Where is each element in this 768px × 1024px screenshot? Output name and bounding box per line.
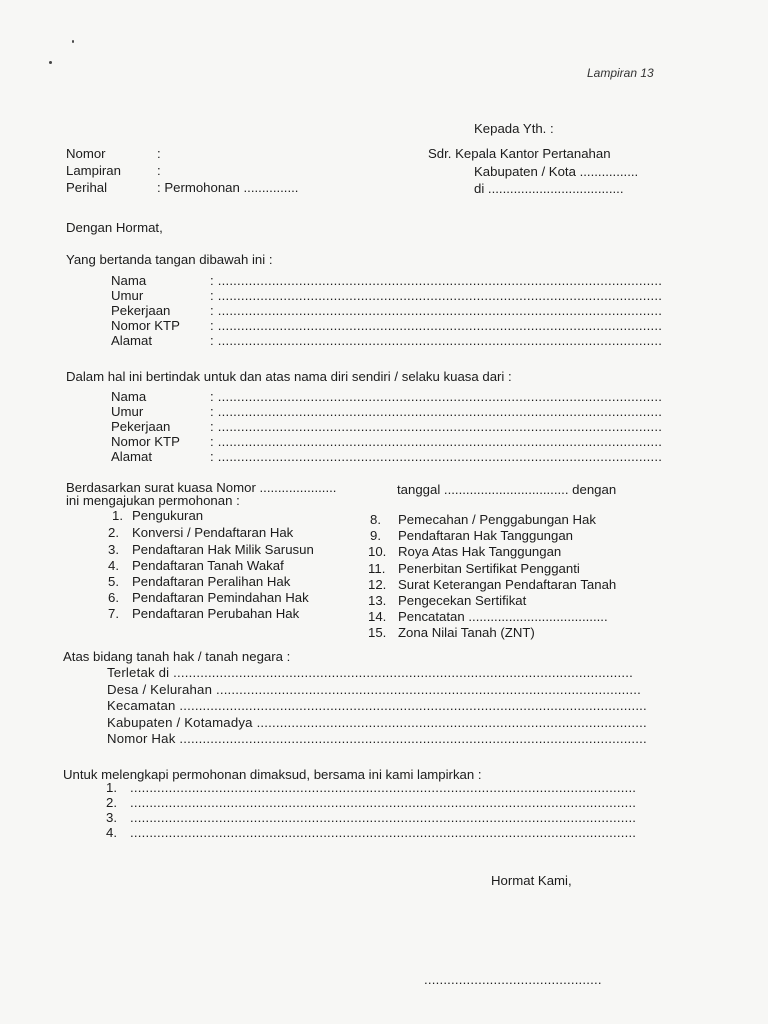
closing: Hormat Kami, xyxy=(491,873,572,888)
service-label: Zona Nilai Tanah (ZNT) xyxy=(398,625,535,640)
power-of-attorney-line-1b: tanggal .................................. dengan xyxy=(397,482,617,497)
land-field: Desa / Kelurahan .............................................................................................................. xyxy=(107,682,641,697)
attachment-item-number: 4. xyxy=(106,825,117,840)
attachment-item-dots: ................................................................................................................................... xyxy=(130,810,637,825)
service-number: 2. xyxy=(108,525,119,540)
service-number: 15. xyxy=(368,625,387,640)
header-field-value: : xyxy=(157,146,161,161)
person-field-label: Pekerjaan xyxy=(111,303,171,318)
person-field-dots: : ................................................................................................................... xyxy=(210,288,663,303)
signer-intro: Yang bertanda tangan dibawah ini : xyxy=(66,252,273,267)
land-field: Terletak di ....................................................................................................................... xyxy=(107,665,633,680)
service-label: Pencatatan ...................................... xyxy=(398,609,608,624)
scan-speck xyxy=(72,40,74,43)
service-number: 6. xyxy=(108,590,119,605)
person-field-dots: : ................................................................................................................... xyxy=(210,273,663,288)
greeting: Dengan Hormat, xyxy=(66,220,163,235)
service-number: 1. xyxy=(112,508,123,523)
person-field-label: Nomor KTP xyxy=(111,318,180,333)
attachments-intro: Untuk melengkapi permohonan dimaksud, bersama ini kami lampirkan : xyxy=(63,767,482,782)
person-field-label: Nama xyxy=(111,389,147,404)
service-number: 12. xyxy=(368,577,387,592)
person-field-label: Pekerjaan xyxy=(111,419,171,434)
service-label: Pengukuran xyxy=(132,508,204,523)
service-label: Konversi / Pendaftaran Hak xyxy=(132,525,294,540)
header-field-label: Perihal xyxy=(66,180,108,195)
person-field-dots: : ................................................................................................................... xyxy=(210,449,663,464)
person-field-dots: : ................................................................................................................... xyxy=(210,419,663,434)
land-field: Nomor Hak ......................................................................................................................... xyxy=(107,731,647,746)
service-number: 11. xyxy=(368,561,386,576)
scan-speck xyxy=(49,61,52,64)
header-field-label: Nomor xyxy=(66,146,106,161)
attachment-label: Lampiran 13 xyxy=(587,66,654,80)
attachment-item-number: 2. xyxy=(106,795,117,810)
recipient-to: Kepada Yth. : xyxy=(474,121,554,136)
attachment-item-dots: ................................................................................................................................... xyxy=(130,780,637,795)
person-field-label: Nomor KTP xyxy=(111,434,180,449)
person-field-dots: : ................................................................................................................... xyxy=(210,303,663,318)
person-field-label: Alamat xyxy=(111,333,153,348)
service-label: Pendaftaran Peralihan Hak xyxy=(132,574,291,589)
service-label: Pendaftaran Tanah Wakaf xyxy=(132,558,284,573)
person-field-dots: : ................................................................................................................... xyxy=(210,404,663,419)
attachment-item-dots: ................................................................................................................................... xyxy=(130,825,637,840)
person-field-dots: : ................................................................................................................... xyxy=(210,434,663,449)
service-label: Roya Atas Hak Tanggungan xyxy=(398,544,562,559)
service-number: 14. xyxy=(368,609,387,624)
person-field-label: Umur xyxy=(111,288,144,303)
header-field-value: : Permohonan ............... xyxy=(157,180,299,195)
service-label: Pemecahan / Penggabungan Hak xyxy=(398,512,596,527)
signature-line: .............................................. xyxy=(424,972,602,987)
service-label: Pengecekan Sertifikat xyxy=(398,593,527,608)
service-label: Pendaftaran Perubahan Hak xyxy=(132,606,300,621)
service-number: 4. xyxy=(108,558,119,573)
power-of-attorney-line-2: ini mengajukan permohonan : xyxy=(66,493,240,508)
person-field-dots: : ................................................................................................................... xyxy=(210,389,663,404)
representation-intro: Dalam hal ini bertindak untuk dan atas nama diri sendiri / selaku kuasa dari : xyxy=(66,369,512,384)
service-label: Pendaftaran Pemindahan Hak xyxy=(132,590,309,605)
person-field-label: Nama xyxy=(111,273,147,288)
recipient-line-2: Kabupaten / Kota ................ xyxy=(474,164,639,179)
service-number: 3. xyxy=(108,542,119,557)
service-number: 8. xyxy=(370,512,381,527)
service-label: Penerbitan Sertifikat Pengganti xyxy=(398,561,580,576)
attachment-item-dots: ................................................................................................................................... xyxy=(130,795,637,810)
person-field-dots: : ................................................................................................................... xyxy=(210,318,663,333)
service-label: Pendaftaran Hak Tanggungan xyxy=(398,528,573,543)
service-number: 9. xyxy=(370,528,381,543)
person-field-label: Alamat xyxy=(111,449,153,464)
recipient-line-1: Sdr. Kepala Kantor Pertanahan xyxy=(428,146,611,161)
power-of-attorney-line-1a: Berdasarkan surat kuasa Nomor ..................... xyxy=(66,480,337,495)
attachment-item-number: 3. xyxy=(106,810,117,825)
land-field: Kabupaten / Kotamadya ..................................................................................................... xyxy=(107,715,647,730)
person-field-dots: : ................................................................................................................... xyxy=(210,333,663,348)
header-field-label: Lampiran xyxy=(66,163,121,178)
attachment-item-number: 1. xyxy=(106,780,117,795)
service-number: 7. xyxy=(108,606,119,621)
service-label: Surat Keterangan Pendaftaran Tanah xyxy=(398,577,617,592)
service-number: 5. xyxy=(108,574,119,589)
land-field: Kecamatan ......................................................................................................................... xyxy=(107,698,647,713)
service-number: 13. xyxy=(368,593,387,608)
person-field-label: Umur xyxy=(111,404,144,419)
service-label: Pendaftaran Hak Milik Sarusun xyxy=(132,542,314,557)
land-intro: Atas bidang tanah hak / tanah negara : xyxy=(63,649,291,664)
recipient-line-3: di ..................................... xyxy=(474,181,624,196)
header-field-value: : xyxy=(157,163,161,178)
service-number: 10. xyxy=(368,544,387,559)
